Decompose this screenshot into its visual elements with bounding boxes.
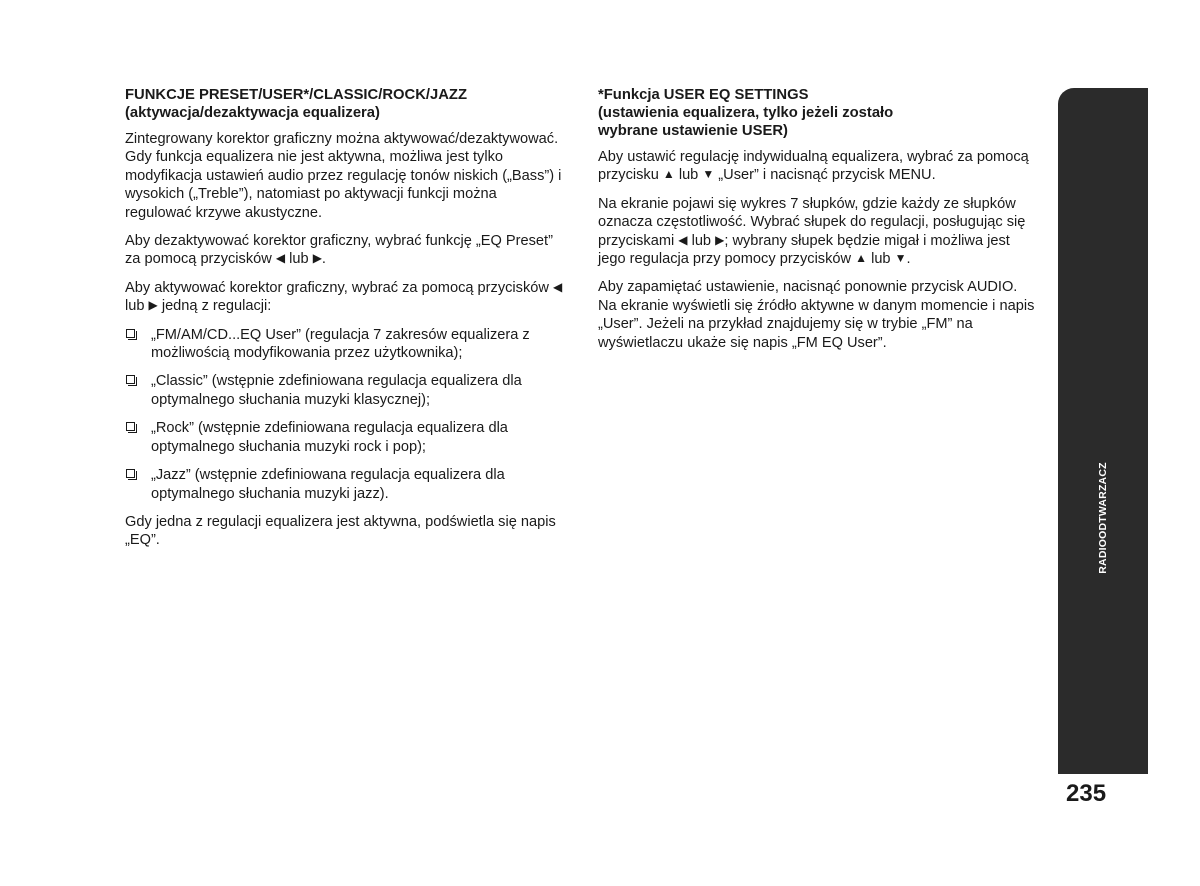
list-item-text: „Rock” (wstępnie zdefiniowana regulacja equalizera dla optymalnego słuchania muzyki rock i pop); xyxy=(151,420,508,455)
left-arrow-icon: ◀ xyxy=(678,232,688,247)
list-item-text: „Classic” (wstępnie zdefiniowana regulacja equalizera dla optymalnego słuchania muzyki klasycznej); xyxy=(151,373,522,408)
left-arrow-icon: ◀ xyxy=(552,279,563,294)
text-run: . xyxy=(321,251,326,268)
checkbox-bullet-icon xyxy=(126,375,135,384)
checkbox-bullet-icon xyxy=(126,329,135,338)
left-arrow-icon: ◀ xyxy=(275,251,286,266)
list-item xyxy=(125,372,565,409)
down-arrow-icon: ▼ xyxy=(894,251,907,266)
text-run: „User” i nacisnąć przycisk MENU. xyxy=(714,167,936,184)
text-run: lub xyxy=(674,167,703,184)
list-item xyxy=(125,326,565,363)
right-arrow-icon: ▶ xyxy=(148,298,158,313)
text-run: Aby aktywować korektor graficzny, wybrać za pomocą przycisków xyxy=(125,279,553,296)
heading-line: (aktywacja/dezaktywacja equalizera) xyxy=(125,105,380,121)
paragraph xyxy=(125,279,565,316)
paragraph: Gdy jedna z regulacji equalizera jest aktywna, podświetla się napis „EQ”. xyxy=(125,513,556,549)
list-item-text: „FM/AM/CD...EQ User” (regulacja 7 zakresów equalizera z możliwością modyfikowania przez użytkownika); xyxy=(151,326,530,362)
section-heading-user-eq xyxy=(598,86,1038,140)
right-column xyxy=(598,86,1038,362)
page-number: 235 xyxy=(1066,780,1107,807)
down-arrow-icon: ▼ xyxy=(702,167,715,182)
up-arrow-icon: ▲ xyxy=(855,251,868,266)
paragraph xyxy=(125,232,565,269)
text-run: jedną z regulacji: xyxy=(157,298,272,315)
list-item-text: „Jazz” (wstępnie zdefiniowana regulacja equalizera dla optymalnego słuchania muzyki jazz). xyxy=(151,467,505,502)
text-run: lub xyxy=(687,232,716,249)
chapter-tab-label: RADIOODTWARZACZ xyxy=(1097,462,1109,574)
heading-line: wybrane ustawienie USER) xyxy=(598,123,788,139)
bullet-list xyxy=(125,326,565,503)
right-arrow-icon: ▶ xyxy=(312,251,322,266)
text-run: lub xyxy=(285,251,313,268)
left-column xyxy=(125,86,565,560)
text-run: lub xyxy=(867,251,895,268)
list-item xyxy=(125,419,565,456)
text-run: Na ekranie pojawi się wykres 7 słupków, gdzie każdy ze słupków oznacza częstotliwość. Wybrać słupek do regulacji, posługując się przyciskami xyxy=(598,195,1026,249)
text-run: . xyxy=(906,251,911,268)
heading-line: FUNKCJE PRESET/USER*/CLASSIC/ROCK/JAZZ xyxy=(125,87,468,103)
paragraph xyxy=(598,195,1038,269)
text-run: lub xyxy=(125,298,149,315)
right-arrow-icon: ▶ xyxy=(715,232,725,247)
heading-line: *Funkcja USER EQ SETTINGS xyxy=(598,87,809,103)
paragraph: Aby zapamiętać ustawienie, nacisnąć ponownie przycisk AUDIO. Na ekranie wyświetli się źródło aktywne w danym momencie i napis „User”. Jeżeli na przykład znajdujemy się w trybie „FM” na wyświetlaczu ukaże się napis „FM EQ User”. xyxy=(598,279,1035,351)
chapter-side-tab xyxy=(1058,88,1148,774)
list-item xyxy=(125,466,565,503)
heading-line: (ustawienia equalizera, tylko jeżeli zostało xyxy=(598,105,894,121)
up-arrow-icon: ▲ xyxy=(662,167,675,182)
text-run: ; wybrany słupek będzie migał i możliwa jest jego regulacja przy pomocy przycisków xyxy=(598,232,1010,268)
text-run: Aby dezaktywować korektor graficzny, wybrać funkcję „EQ Preset” za pomocą przycisków xyxy=(125,233,553,268)
section-heading-preset xyxy=(125,86,565,122)
paragraph: Zintegrowany korektor graficzny można aktywować/dezaktywować. Gdy funkcja equalizera nie jest aktywna, możliwa jest tylko modyfikacja ustawień audio przez regulację tonów niskich („Bass”) i wysokich („Treble”), natomiast po aktywacji funkcji można regulować krzywe akustyczne. xyxy=(125,131,562,221)
paragraph xyxy=(598,148,1038,185)
checkbox-bullet-icon xyxy=(126,422,135,431)
checkbox-bullet-icon xyxy=(126,469,135,478)
text-run: Aby ustawić regulację indywidualną equalizera, wybrać za pomocą przycisku xyxy=(598,149,1029,184)
